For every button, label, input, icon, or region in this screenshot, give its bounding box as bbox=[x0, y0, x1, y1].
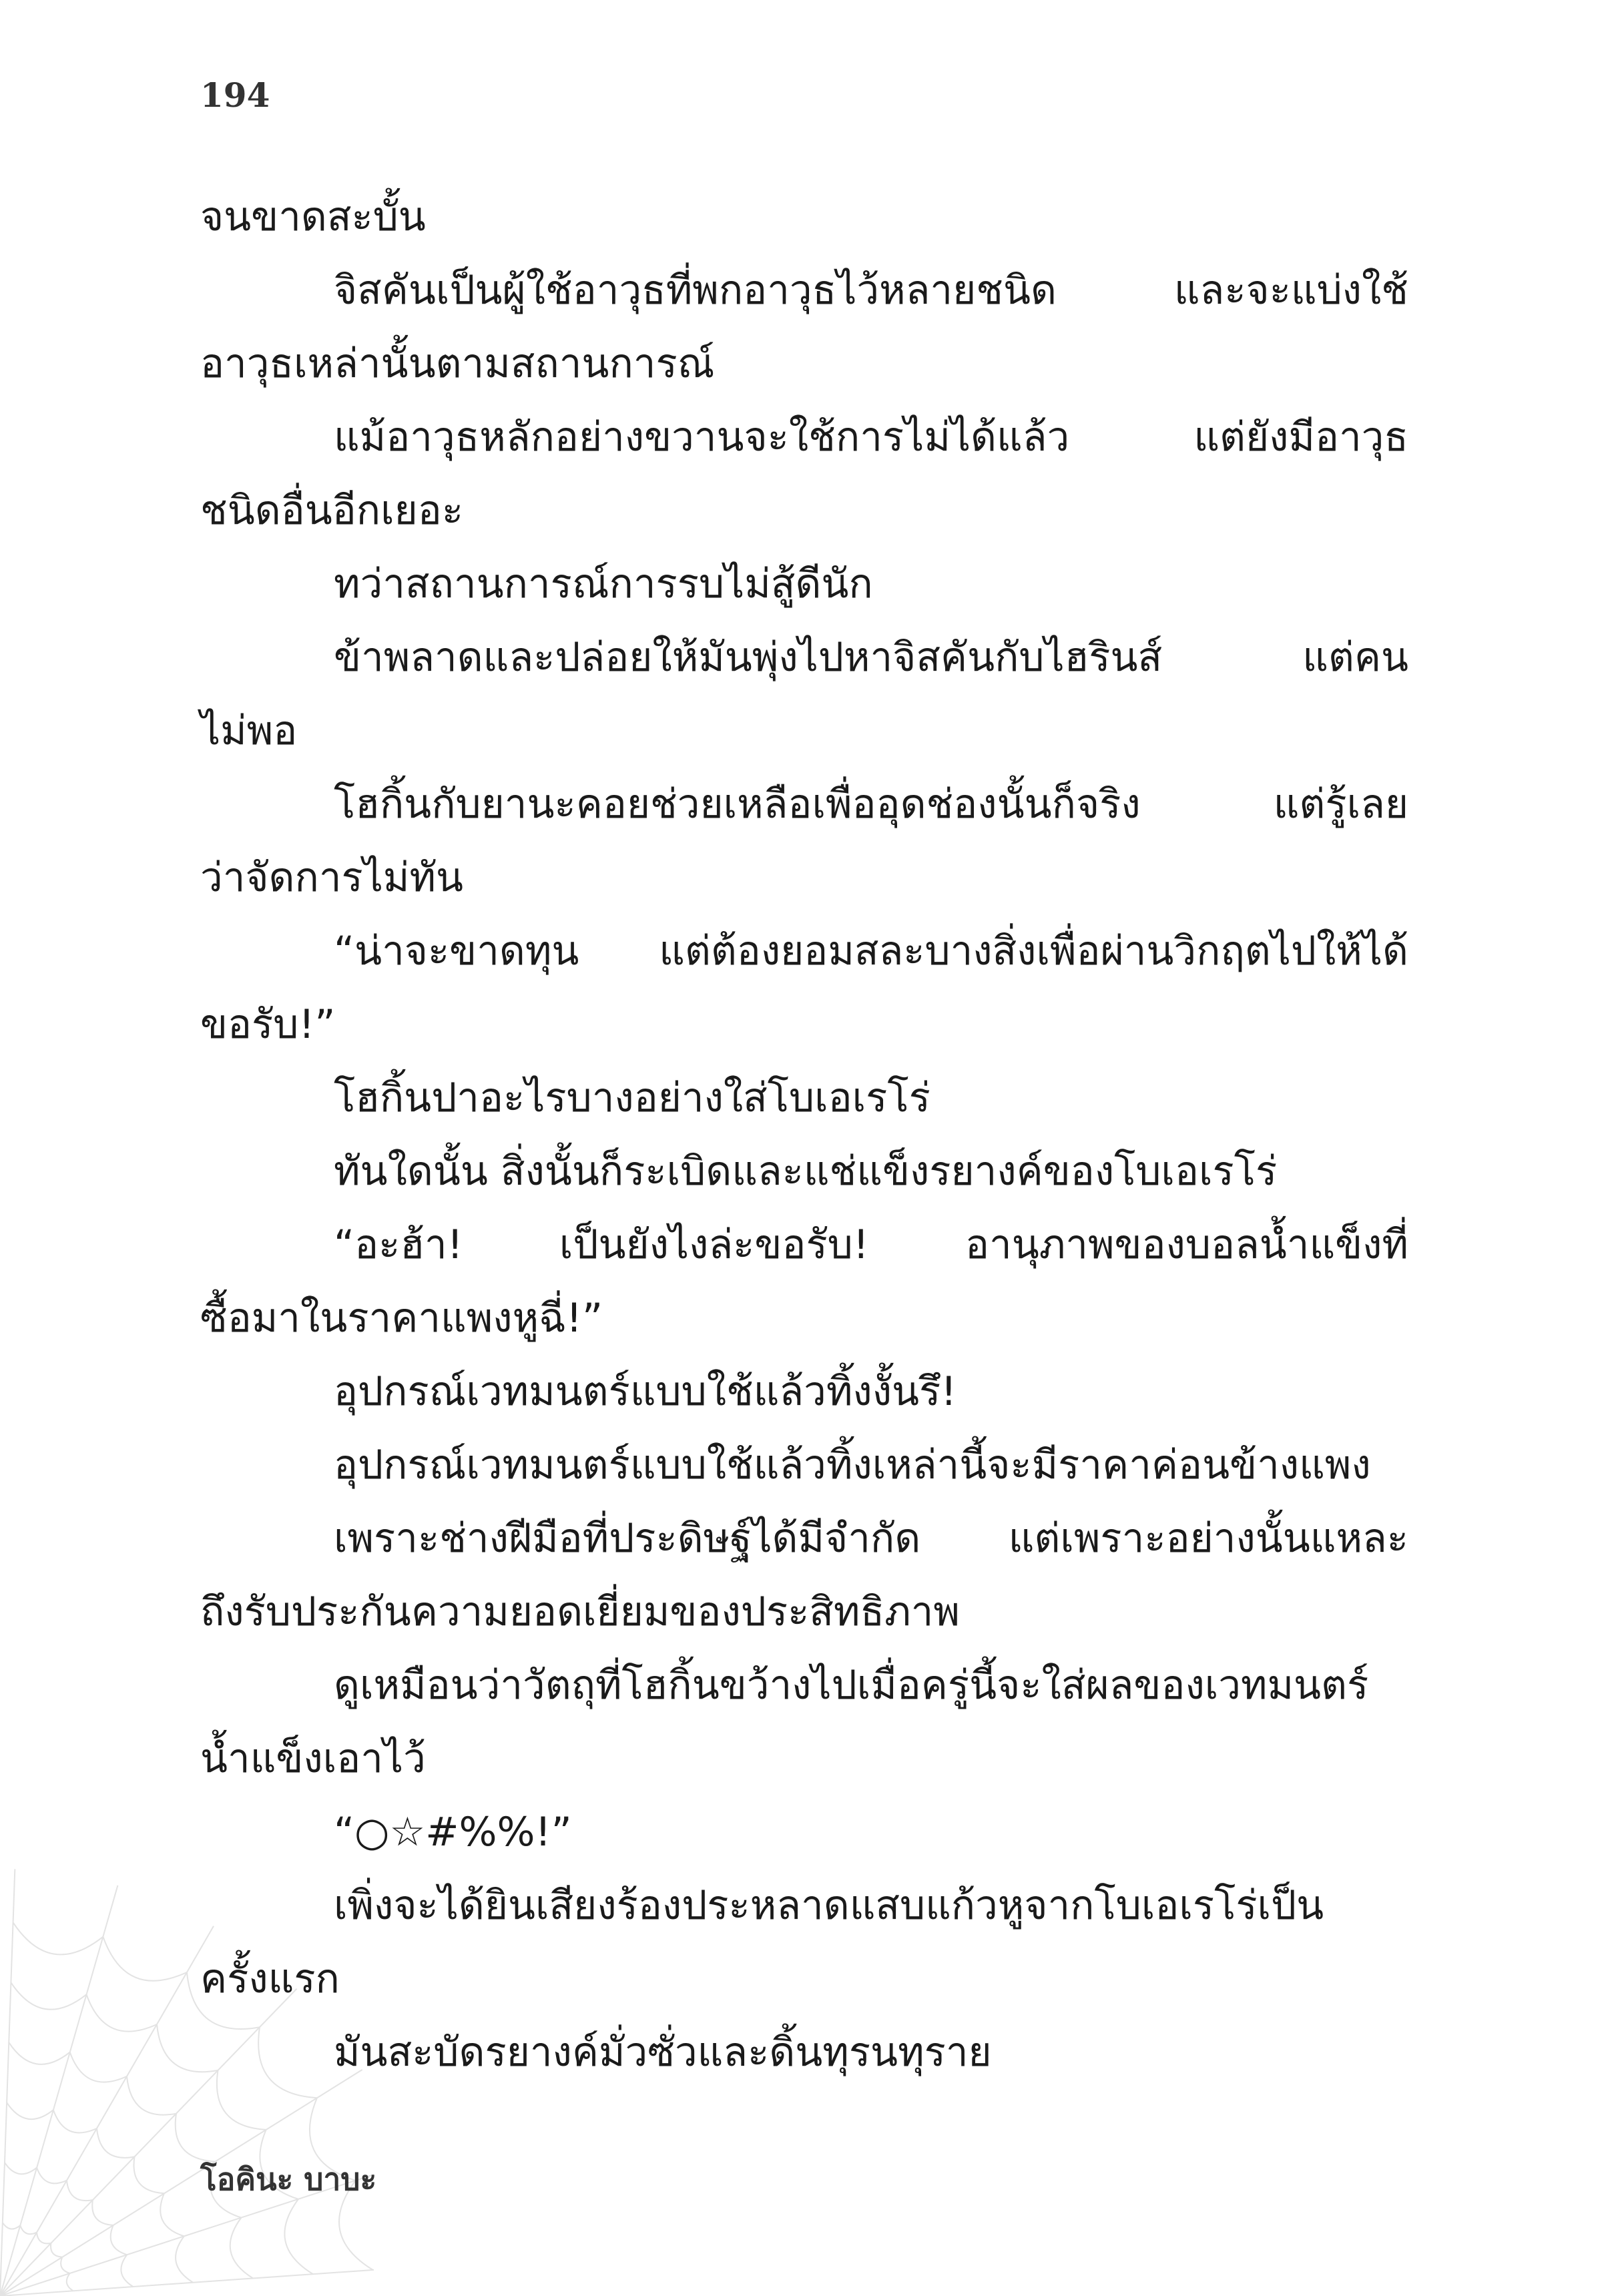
text-line: โฮกิ้นกับยานะคอยช่วยเหลือเพื่ออุดช่องนั้นก็จริง แต่รู้เลย bbox=[334, 781, 1408, 828]
text-line: ขอรับ!” bbox=[200, 1001, 336, 1048]
text-line: ครั้งแรก bbox=[200, 1956, 340, 2002]
text-line: แม้อาวุธหลักอย่างขวานจะใช้การไม่ได้แล้ว แต่ยังมีอาวุธ bbox=[334, 414, 1408, 461]
text-line: อุปกรณ์เวทมนตร์แบบใช้แล้วทิ้งงั้นรึ! bbox=[334, 1368, 957, 1415]
text-body bbox=[200, 180, 1408, 2089]
text-line: “○☆#%%!” bbox=[334, 1809, 572, 1855]
text-line: “น่าจะขาดทุน แต่ต้องยอมสละบางสิ่งเพื่อผ่านวิกฤตไปให้ได้ bbox=[334, 928, 1408, 974]
text-line: เพราะช่างฝีมือที่ประดิษฐ์ได้มีจำกัด แต่เพราะอย่างนั้นแหละ bbox=[334, 1515, 1408, 1562]
text-line: ชนิดอื่นอีกเยอะ bbox=[200, 487, 464, 534]
text-line: อุปกรณ์เวทมนตร์แบบใช้แล้วทิ้งเหล่านี้จะมีราคาค่อนข้างแพง bbox=[334, 1442, 1371, 1488]
text-line: ถึงรับประกันความยอดเยี่ยมของประสิทธิภาพ bbox=[200, 1589, 960, 1635]
page-number: 194 bbox=[200, 75, 270, 115]
text-line: อาวุธเหล่านั้นตามสถานการณ์ bbox=[200, 340, 715, 387]
text-line: ไม่พอ bbox=[200, 707, 298, 754]
spider-web-icon bbox=[0, 1869, 377, 2296]
text-line: ทว่าสถานการณ์การรบไม่สู้ดีนัก bbox=[334, 561, 873, 607]
text-line: โฮกิ้นปาอะไรบางอย่างใส่โบเอเรโร่ bbox=[334, 1075, 930, 1121]
footer-title: โอคินะ บาบะ bbox=[200, 2161, 377, 2197]
text-line: มันสะบัดรยางค์มั่วซั่วและดิ้นทุรนทุราย bbox=[334, 2029, 992, 2076]
text-line: ทันใดนั้น สิ่งนั้นก็ระเบิดและแช่แข็งรยางค์ของโบเอเรโร่ bbox=[334, 1148, 1278, 1195]
text-line: จนขาดสะบั้น bbox=[200, 194, 426, 240]
text-line: ข้าพลาดและปล่อยให้มันพุ่งไปหาจิสคันกับไฮรินส์ แต่คน bbox=[334, 634, 1408, 681]
text-line: ว่าจัดการไม่ทัน bbox=[200, 854, 464, 901]
text-line: ซื้อมาในราคาแพงหูฉี่!” bbox=[200, 1295, 603, 1342]
text-line: จิสคันเป็นผู้ใช้อาวุธที่พกอาวุธไว้หลายชนิด และจะแบ่งใช้ bbox=[334, 267, 1408, 314]
text-line: “อะฮ้า! เป็นยังไงล่ะขอรับ! อานุภาพของบอลน้ำแข็งที่ bbox=[334, 1221, 1408, 1268]
text-line: น้ำแข็งเอาไว้ bbox=[200, 1735, 426, 1782]
text-line: ดูเหมือนว่าวัตถุที่โฮกิ้นขว้างไปเมื่อครู่นี้จะใส่ผลของเวทมนตร์ bbox=[334, 1662, 1369, 1709]
text-line: เพิ่งจะได้ยินเสียงร้องประหลาดแสบแก้วหูจากโบเอเรโร่เป็น bbox=[334, 1882, 1324, 1929]
